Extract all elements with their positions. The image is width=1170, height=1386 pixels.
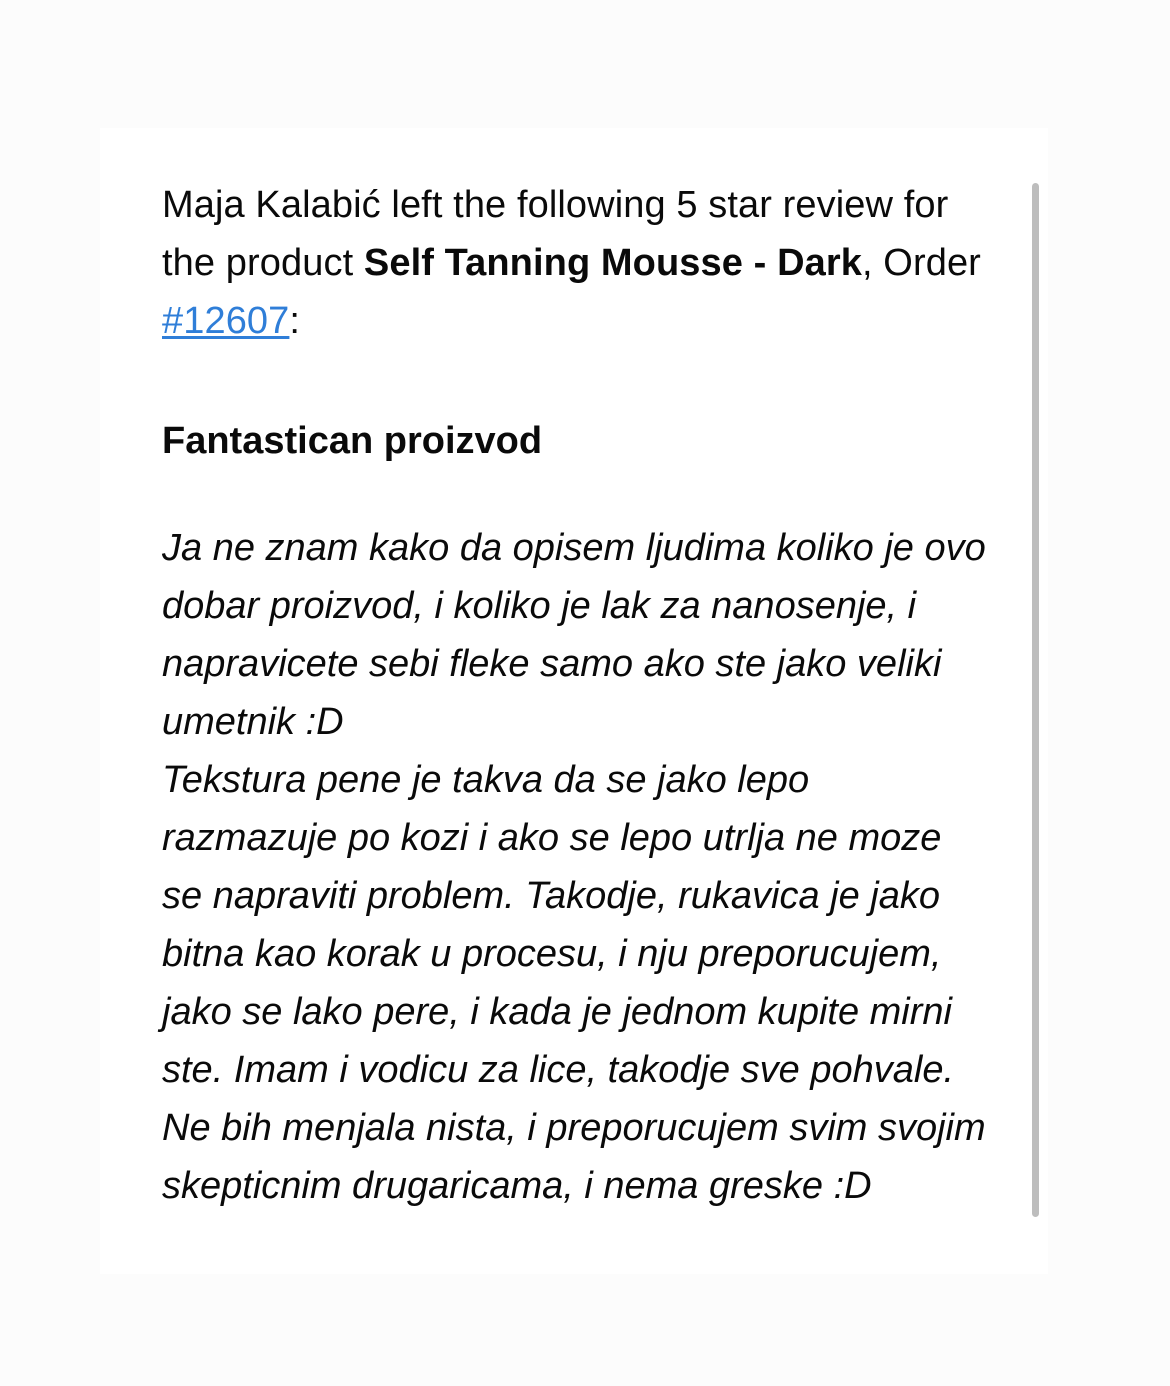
review-paragraph: Tekstura pene je takva da se jako lepo razmazuje po kozi i ako se lepo utrlja ne moze se napraviti problem. Takodje, rukavica je jako bitna kao korak u procesu, i nju preporucujem, jako se lako pere, i kada je jednom kupite mirni ste. Imam i vodicu za lice, takodje sve pohvale. Ne bih menjala nista, i preporucujem svim svojim skepticnim drugaricama, i nema greske :D: [162, 759, 986, 1207]
intro-text-2: , Order: [861, 242, 981, 284]
product-name: Self Tanning Mousse - Dark: [363, 242, 862, 284]
email-content: [162, 176, 992, 1215]
intro-text-1: Maja Kalabić left the following 5 star review for the product: [162, 184, 949, 284]
review-intro: [162, 176, 992, 350]
vertical-scrollbar[interactable]: [1032, 183, 1039, 1217]
order-link[interactable]: #12607: [162, 300, 290, 342]
review-body: [162, 519, 992, 1215]
review-title: Fantastican proizvod: [162, 420, 543, 462]
intro-text-3: :: [289, 300, 301, 342]
email-card: [100, 128, 1048, 1274]
review-paragraph: Ja ne znam kako da opisem ljudima koliko je ovo dobar proizvod, i koliko je lak za nanosenje, i napravicete sebi fleke samo ako ste jako veliki umetnik :D: [162, 527, 986, 743]
